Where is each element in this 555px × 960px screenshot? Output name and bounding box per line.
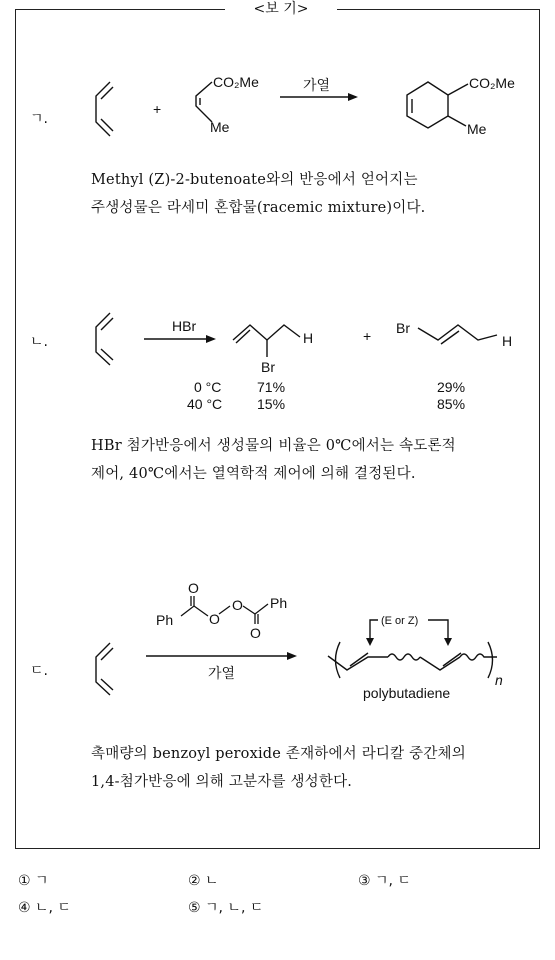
product-substituent-a: CO₂Me (469, 75, 515, 91)
butadiene-c (96, 643, 113, 695)
plus-b: + (363, 328, 372, 344)
product1-br: Br (261, 359, 275, 375)
stereo-note: (E or Z) (381, 615, 419, 627)
condition-c: 가열 (208, 665, 236, 681)
product1-h: H (303, 330, 314, 346)
temp2: 40 °C (187, 396, 223, 412)
temp1: 0 °C (194, 379, 222, 395)
description-c-line1: 촉매량의 benzoyl peroxide 존재하에서 라디칼 중간체의 (91, 746, 466, 762)
reagent-methyl-a: Me (210, 119, 230, 135)
description-b-line1: HBr 첨가반응에서 생성물의 비율은 0℃에서는 속도론적 (91, 438, 456, 454)
stereo-arrow-left (366, 638, 374, 646)
product2-br: Br (396, 320, 410, 336)
polymer-subscript: n (495, 672, 503, 688)
description-c (91, 740, 466, 796)
temp2-product2: 85% (437, 396, 466, 412)
stereo-arrow-right (444, 638, 452, 646)
description-c-line2: 1,4-첨가반응에 의해 고분자를 생성한다. (91, 774, 353, 790)
choice-5[interactable]: ⑤ ㄱ, ㄴ, ㄷ (188, 900, 264, 916)
initiator-o2: O (209, 611, 220, 627)
item-label-b: ㄴ. (30, 334, 48, 350)
reagent-b: HBr (172, 318, 197, 334)
product-methyl-a: Me (467, 121, 487, 137)
temp1-product2: 29% (437, 379, 466, 395)
plus-a: + (153, 101, 162, 117)
item-label-a: ㄱ. (30, 111, 48, 127)
choice-2[interactable]: ② ㄴ (188, 873, 219, 889)
description-a-line1: Methyl (Z)-2-butenoate와의 반응에서 얻어지는 (91, 172, 418, 188)
initiator-ph1: Ph (156, 612, 174, 628)
choice-1[interactable]: ① ㄱ (18, 873, 49, 889)
temp2-product1: 15% (257, 396, 286, 412)
initiator-ph2: Ph (270, 595, 288, 611)
item-label-c: ㄷ. (30, 663, 48, 679)
initiator-o3: O (232, 597, 243, 613)
description-b-line2: 제어, 40℃에서는 열역학적 제어에 의해 결정된다. (91, 466, 416, 482)
polybutadiene-structure (328, 620, 497, 678)
initiator-o4: O (250, 625, 261, 641)
polymer-name: polybutadiene (363, 685, 451, 701)
reagent-substituent-a: CO₂Me (213, 74, 259, 90)
choice-3[interactable]: ③ ㄱ, ㄷ (358, 873, 411, 889)
temp1-product1: 71% (257, 379, 286, 395)
box-title: <보 기> (225, 0, 337, 20)
description-a-line2: 주생성물은 라세미 혼합물(racemic mixture)이다. (91, 200, 426, 216)
arrow-c (146, 652, 297, 660)
choice-4[interactable]: ④ ㄴ, ㄷ (18, 900, 71, 916)
condition-a: 가열 (303, 77, 331, 93)
initiator-o1: O (188, 580, 199, 596)
benzoyl-peroxide (181, 596, 268, 624)
product2-h: H (502, 333, 513, 349)
